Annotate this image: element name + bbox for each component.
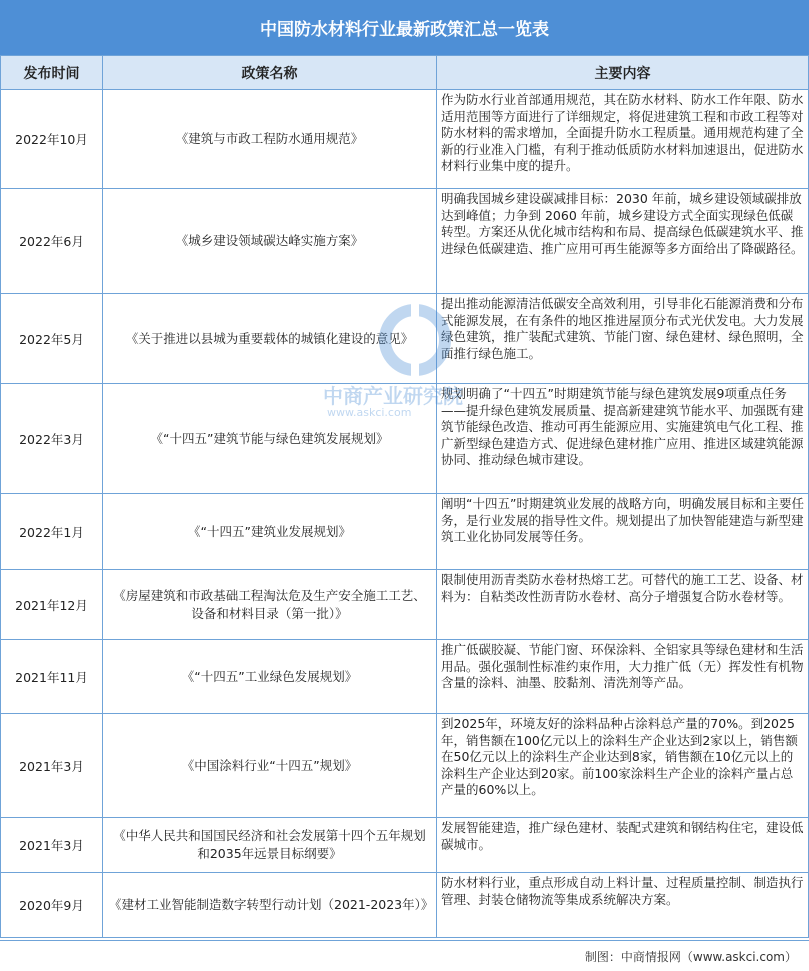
header-content: 主要内容 (437, 56, 809, 90)
header-date: 发布时间 (1, 56, 103, 90)
row-date: 2021年3月 (1, 714, 103, 818)
row-content: 推广低碳胶凝、节能门窗、环保涂料、全铝家具等绿色建材和生活用品。强化强制性标准约束作用，大力推广低（无）挥发性有机物含量的涂料、油墨、胶黏剂、清洗剂等产品。 (437, 640, 809, 714)
table-row (1, 294, 809, 384)
row-date: 2021年12月 (1, 570, 103, 640)
row-date: 2022年1月 (1, 494, 103, 570)
row-policy-name: 《建筑与市政工程防水通用规范》 (103, 90, 437, 189)
table-row (1, 90, 809, 189)
watermark-name: 中商产业研究院 (323, 384, 463, 408)
row-policy-name: 《“十四五”建筑节能与绿色建筑发展规划》 (103, 384, 437, 494)
row-policy-name: 《中华人民共和国国民经济和社会发展第十四个五年规划和2035年远景目标纲要》 (103, 818, 437, 873)
row-policy-name: 《关于推进以县城为重要载体的城镇化建设的意见》 (103, 294, 437, 384)
table-row (1, 873, 809, 938)
row-content: 提出推动能源清洁低碳安全高效利用，引导非化石能源消费和分布式能源发展，在有条件的地区推进屋顶分布式光伏发电。大力发展绿色建筑，推广装配式建筑、节能门窗、绿色建材、绿色照明，全面推行绿色施工。 (437, 294, 809, 384)
header-name: 政策名称 (103, 56, 437, 90)
header-row (1, 56, 809, 90)
row-date: 2020年9月 (1, 873, 103, 938)
table-row (1, 714, 809, 818)
row-content: 明确我国城乡建设碳减排目标：2030 年前，城乡建设领域碳排放达到峰值；力争到 2060 年前，城乡建设方式全面实现绿色低碳转型。方案还从优化城市结构和布局、提高绿色低碳建筑水平、推进绿色低碳建造、推广应用可再生能源等多方面给出了降碳路径。 (437, 189, 809, 294)
row-content: 规划明确了“十四五”时期建筑节能与绿色建筑发展9项重点任务——提升绿色建筑发展质量、提高新建建筑节能水平、加强既有建筑节能绿色改造、推动可再生能源应用、实施建筑电气化工程、推广新型绿色建造方式、促进绿色建材推广应用、推进区域建筑能源协同、推动绿色城市建设。 (437, 384, 809, 494)
row-date: 2021年3月 (1, 818, 103, 873)
row-date: 2022年3月 (1, 384, 103, 494)
footer-text: 制图：中商情报网（www.askci.com） (584, 949, 797, 964)
row-content: 作为防水行业首部通用规范，其在防水材料、防水工作年限、防水适用范围等方面进行了详细规定，将促进建筑工程和市政工程等对防水材料的需求增加，全面提升防水工程质量。通用规范构建了全新的行业准入门槛，有利于推动低质防水材料加速退出，促进防水材料行业集中度的提升。 (437, 90, 809, 189)
table-row (1, 189, 809, 294)
row-content: 到2025年，环境友好的涂料品种占涂料总产量的70%。到2025年，销售额在100亿元以上的涂料生产企业达到2家以上，销售额在50亿元以上的涂料生产企业达到8家，销售额在10亿元以上的涂料生产企业达到20家。前100家涂料生产企业的涂料产量占总产量的60%以上。 (437, 714, 809, 818)
table-row (1, 384, 809, 494)
table-title: 中国防水材料行业最新政策汇总一览表 (0, 0, 809, 55)
row-date: 2021年11月 (1, 640, 103, 714)
row-policy-name: 《中国涂料行业“十四五”规划》 (103, 714, 437, 818)
row-date: 2022年10月 (1, 90, 103, 189)
row-content: 发展智能建造，推广绿色建材、装配式建筑和钢结构住宅，建设低碳城市。 (437, 818, 809, 873)
row-policy-name: 《“十四五”建筑业发展规划》 (103, 494, 437, 570)
row-date: 2022年6月 (1, 189, 103, 294)
footer-credit (0, 940, 809, 971)
row-content: 阐明“十四五”时期建筑业发展的战略方向，明确发展目标和主要任务，是行业发展的指导性文件。规划提出了加快智能建造与新型建筑工业化协同发展等任务。 (437, 494, 809, 570)
table-row (1, 818, 809, 873)
row-policy-name: 《“十四五”工业绿色发展规划》 (103, 640, 437, 714)
table-row (1, 494, 809, 570)
row-policy-name: 《城乡建设领域碳达峰实施方案》 (103, 189, 437, 294)
row-policy-name: 《房屋建筑和市政基础工程淘汰危及生产安全施工工艺、设备和材料目录（第一批）》 (103, 570, 437, 640)
watermark-url: www.askci.com (327, 406, 412, 419)
table-row (1, 640, 809, 714)
row-policy-name: 《建材工业智能制造数字转型行动计划（2021-2023年）》 (103, 873, 437, 938)
row-content: 限制使用沥青类防水卷材热熔工艺。可替代的施工工艺、设备、材料为：自粘类改性沥青防水卷材、高分子增强复合防水卷材等。 (437, 570, 809, 640)
row-date: 2022年5月 (1, 294, 103, 384)
table-row (1, 570, 809, 640)
policy-table (0, 55, 809, 938)
row-content: 防水材料行业，重点形成自动上料计量、过程质量控制、制造执行管理、封装仓储物流等集成系统解决方案。 (437, 873, 809, 938)
